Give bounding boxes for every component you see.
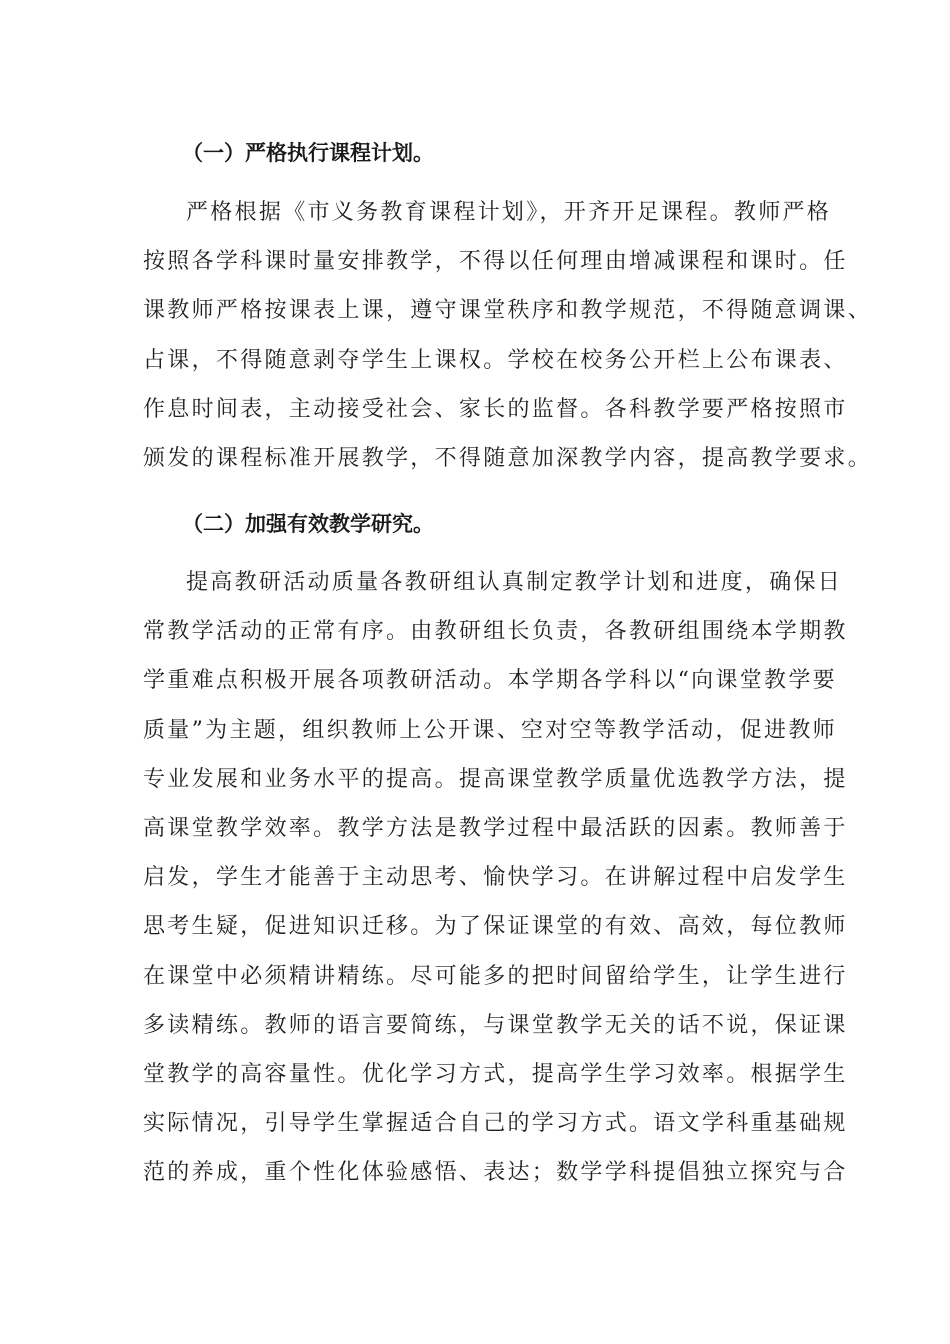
paragraph-line: 质量”为主题，组织教师上公开课、空对空等教学活动，促进教师 bbox=[143, 717, 837, 743]
paragraph-line: 专业发展和业务水平的提高。提高课堂教学质量优选教学方法，提 bbox=[143, 766, 848, 792]
paragraph-line: 在课堂中必须精讲精练。尽可能多的把时间留给学生，让学生进行 bbox=[143, 963, 848, 989]
section-2-paragraph bbox=[143, 558, 848, 1197]
paragraph-line: 按照各学科课时量安排教学，不得以任何理由增减课程和课时。任 bbox=[143, 249, 848, 275]
paragraph-line: 启发，学生才能善于主动思考、愉快学习。在讲解过程中启发学生 bbox=[143, 865, 848, 891]
paragraph-line: 占课，不得随意剥夺学生上课权。学校在校务公开栏上公布课表、 bbox=[143, 347, 848, 373]
paragraph-line: 高课堂教学效率。教学方法是教学过程中最活跃的因素。教师善于 bbox=[143, 815, 848, 841]
paragraph-line: 颁发的课程标准开展教学，不得随意加深教学内容，提高教学要求。 bbox=[143, 445, 873, 471]
section-2-heading: （二）加强有效教学研究。 bbox=[182, 511, 434, 536]
paragraph-line: 提高教研活动质量各教研组认真制定教学计划和进度，确保日 bbox=[186, 570, 843, 595]
paragraph-line: 思考生疑，促进知识迁移。为了保证课堂的有效、高效，每位教师 bbox=[143, 914, 848, 940]
section-1-heading: （一）严格执行课程计划。 bbox=[182, 140, 434, 165]
paragraph-line: 范的养成，重个性化体验感悟、表达；数学学科提倡独立探究与合 bbox=[143, 1160, 848, 1186]
paragraph-line: 多读精练。教师的语言要简练，与课堂教学无关的话不说，保证课 bbox=[143, 1012, 848, 1038]
paragraph-line: 实际情况，引导学生掌握适合自己的学习方式。语文学科重基础规 bbox=[143, 1111, 848, 1137]
paragraph-line: 严格根据《市义务教育课程计划》，开齐开足课程。教师严格 bbox=[186, 200, 832, 225]
paragraph-line: 常教学活动的正常有序。由教研组长负责，各教研组围绕本学期教 bbox=[143, 619, 848, 645]
paragraph-line: 课教师严格按课表上课，遵守课堂秩序和教学规范，不得随意调课、 bbox=[143, 298, 873, 324]
paragraph-line: 作息时间表，主动接受社会、家长的监督。各科教学要严格按照市 bbox=[143, 396, 848, 422]
section-1-paragraph bbox=[143, 188, 873, 483]
paragraph-line: 堂教学的高容量性。优化学习方式，提高学生学习效率。根据学生 bbox=[143, 1061, 848, 1087]
paragraph-line: 学重难点积极开展各项教研活动。本学期各学科以“向课堂教学要 bbox=[143, 668, 837, 694]
